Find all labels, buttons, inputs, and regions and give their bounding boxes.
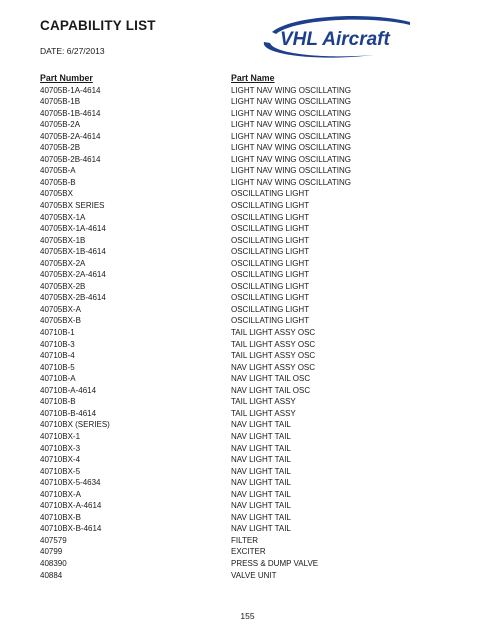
part-name-cell: OSCILLATING LIGHT — [231, 247, 310, 257]
table-row — [40, 85, 460, 97]
table-header — [40, 73, 460, 85]
table-row — [40, 373, 460, 385]
part-number-cell: 40705BX-A — [40, 304, 81, 314]
table-row — [40, 223, 460, 235]
table-row — [40, 546, 460, 558]
part-number-cell: 40884 — [40, 570, 63, 580]
table-row — [40, 431, 460, 443]
part-name-cell: TAIL LIGHT ASSY OSC — [231, 339, 316, 349]
part-name-cell: OSCILLATING LIGHT — [231, 293, 310, 303]
part-number-cell: 40710BX-B-4614 — [40, 524, 102, 534]
table-row — [40, 362, 460, 374]
part-name-cell: LIGHT NAV WING OSCILLATING — [231, 131, 352, 141]
part-number-cell: 40710BX (SERIES) — [40, 420, 110, 430]
part-number-cell: 40710BX-1 — [40, 431, 81, 441]
part-number-cell: 40705BX-2B — [40, 281, 86, 291]
part-name-cell: OSCILLATING LIGHT — [231, 270, 310, 280]
logo-text: VHL Aircraft — [280, 29, 390, 50]
part-name-cell: NAV LIGHT TAIL — [231, 466, 291, 476]
table-row — [40, 188, 460, 200]
part-number-cell: 40710BX-5-4634 — [40, 478, 101, 488]
part-name-cell: OSCILLATING LIGHT — [231, 212, 310, 222]
table-row — [40, 165, 460, 177]
part-number-cell: 40705B-A — [40, 166, 76, 176]
part-name-cell: NAV LIGHT TAIL OSC — [231, 374, 311, 384]
part-number-cell: 40705B-2A-4614 — [40, 131, 101, 141]
part-number-cell: 40705BX-1B-4614 — [40, 247, 106, 257]
part-number-cell: 40710B-5 — [40, 362, 75, 372]
table-row — [40, 500, 460, 512]
part-name-cell: LIGHT NAV WING OSCILLATING — [231, 143, 352, 153]
table-row — [40, 304, 460, 316]
part-name-cell: LIGHT NAV WING OSCILLATING — [231, 97, 352, 107]
part-name-cell: OSCILLATING LIGHT — [231, 258, 310, 268]
part-number-cell: 40705BX SERIES — [40, 201, 105, 211]
part-number-cell: 40705B-2B-4614 — [40, 154, 101, 164]
part-number-cell: 40705B-1B-4614 — [40, 108, 101, 118]
part-name-cell: VALVE UNIT — [231, 570, 277, 580]
table-row — [40, 292, 460, 304]
part-name-cell: FILTER — [231, 535, 258, 545]
part-number-cell: 40705BX-2A-4614 — [40, 270, 106, 280]
table-row — [40, 269, 460, 281]
part-name-cell: NAV LIGHT TAIL — [231, 478, 291, 488]
part-name-cell: OSCILLATING LIGHT — [231, 316, 310, 326]
part-name-cell: EXCITER — [231, 547, 266, 557]
part-number-cell: 40705B-1A-4614 — [40, 85, 101, 95]
table-row — [40, 558, 460, 570]
table-row — [40, 408, 460, 420]
capability-table — [40, 73, 460, 581]
table-row — [40, 385, 460, 397]
part-number-cell: 40710BX-A — [40, 489, 81, 499]
table-row — [40, 535, 460, 547]
part-name-cell: TAIL LIGHT ASSY — [231, 408, 296, 418]
part-number-cell: 40710B-B-4614 — [40, 408, 97, 418]
part-name-cell: NAV LIGHT TAIL — [231, 455, 291, 465]
part-number-cell: 40705BX-1B — [40, 235, 86, 245]
page-number: 155 — [240, 611, 255, 621]
table-body — [40, 85, 460, 582]
part-name-cell: NAV LIGHT TAIL — [231, 501, 291, 511]
part-number-cell: 408390 — [40, 558, 67, 568]
part-number-cell: 40705BX-2A — [40, 258, 86, 268]
part-number-cell: 40710BX-3 — [40, 443, 81, 453]
table-row — [40, 119, 460, 131]
part-name-cell: OSCILLATING LIGHT — [231, 281, 310, 291]
part-number-cell: 40710B-4 — [40, 351, 75, 361]
table-row — [40, 489, 460, 501]
page-title: CAPABILITY LIST — [40, 18, 156, 33]
part-number-cell: 40705B-1B — [40, 97, 81, 107]
table-row — [40, 108, 460, 120]
part-name-cell: TAIL LIGHT ASSY OSC — [231, 351, 316, 361]
part-name-cell: LIGHT NAV WING OSCILLATING — [231, 85, 352, 95]
table-row — [40, 281, 460, 293]
table-row — [40, 523, 460, 535]
part-number-cell: 40710BX-4 — [40, 455, 81, 465]
part-number-cell: 40710B-3 — [40, 339, 75, 349]
table-row — [40, 396, 460, 408]
vhl-aircraft-logo — [254, 12, 414, 62]
table-row — [40, 327, 460, 339]
part-name-cell: NAV LIGHT TAIL — [231, 489, 291, 499]
part-number-cell: 40710BX-5 — [40, 466, 81, 476]
part-number-cell: 40710B-B — [40, 397, 76, 407]
table-row — [40, 570, 460, 582]
table-row — [40, 258, 460, 270]
table-row — [40, 235, 460, 247]
part-name-cell: NAV LIGHT TAIL OSC — [231, 385, 311, 395]
part-number-cell: 40705BX-2B-4614 — [40, 293, 106, 303]
part-number-cell: 40705B-B — [40, 177, 76, 187]
part-number-cell: 40705BX — [40, 189, 73, 199]
table-row — [40, 315, 460, 327]
part-name-cell: OSCILLATING LIGHT — [231, 304, 310, 314]
part-name-cell: NAV LIGHT TAIL — [231, 443, 291, 453]
part-name-cell: LIGHT NAV WING OSCILLATING — [231, 120, 352, 130]
column-header-part-name: Part Name — [231, 73, 275, 83]
part-number-cell: 40705B-2A — [40, 120, 81, 130]
table-row — [40, 96, 460, 108]
part-number-cell: 40710B-A-4614 — [40, 385, 97, 395]
part-name-cell: OSCILLATING LIGHT — [231, 224, 310, 234]
part-number-cell: 40705BX-B — [40, 316, 81, 326]
table-row — [40, 512, 460, 524]
part-name-cell: TAIL LIGHT ASSY — [231, 397, 296, 407]
column-header-part-number: Part Number — [40, 73, 93, 83]
part-name-cell: PRESS & DUMP VALVE — [231, 558, 319, 568]
part-name-cell: NAV LIGHT TAIL — [231, 431, 291, 441]
part-name-cell: NAV LIGHT TAIL — [231, 420, 291, 430]
table-row — [40, 466, 460, 478]
part-number-cell: 40710B-1 — [40, 328, 75, 338]
table-row — [40, 200, 460, 212]
part-number-cell: 40710BX-A-4614 — [40, 501, 102, 511]
part-name-cell: LIGHT NAV WING OSCILLATING — [231, 177, 352, 187]
part-name-cell: NAV LIGHT ASSY OSC — [231, 362, 316, 372]
table-row — [40, 177, 460, 189]
table-row — [40, 443, 460, 455]
part-number-cell: 40705B-2B — [40, 143, 81, 153]
table-row — [40, 131, 460, 143]
part-number-cell: 407579 — [40, 535, 67, 545]
part-name-cell: LIGHT NAV WING OSCILLATING — [231, 154, 352, 164]
part-name-cell: TAIL LIGHT ASSY OSC — [231, 328, 316, 338]
table-row — [40, 454, 460, 466]
part-number-cell: 40705BX-1A-4614 — [40, 224, 106, 234]
date-line: DATE: 6/27/2013 — [40, 46, 105, 56]
part-name-cell: OSCILLATING LIGHT — [231, 235, 310, 245]
table-row — [40, 246, 460, 258]
table-row — [40, 212, 460, 224]
part-name-cell: OSCILLATING LIGHT — [231, 201, 310, 211]
part-number-cell: 40710BX-B — [40, 512, 81, 522]
table-row — [40, 339, 460, 351]
part-name-cell: LIGHT NAV WING OSCILLATING — [231, 166, 352, 176]
table-row — [40, 350, 460, 362]
table-row — [40, 419, 460, 431]
part-name-cell: NAV LIGHT TAIL — [231, 524, 291, 534]
part-number-cell: 40710B-A — [40, 374, 76, 384]
table-row — [40, 142, 460, 154]
table-row — [40, 477, 460, 489]
part-number-cell: 40799 — [40, 547, 63, 557]
part-name-cell: NAV LIGHT TAIL — [231, 512, 291, 522]
table-row — [40, 154, 460, 166]
part-number-cell: 40705BX-1A — [40, 212, 86, 222]
part-name-cell: OSCILLATING LIGHT — [231, 189, 310, 199]
part-name-cell: LIGHT NAV WING OSCILLATING — [231, 108, 352, 118]
